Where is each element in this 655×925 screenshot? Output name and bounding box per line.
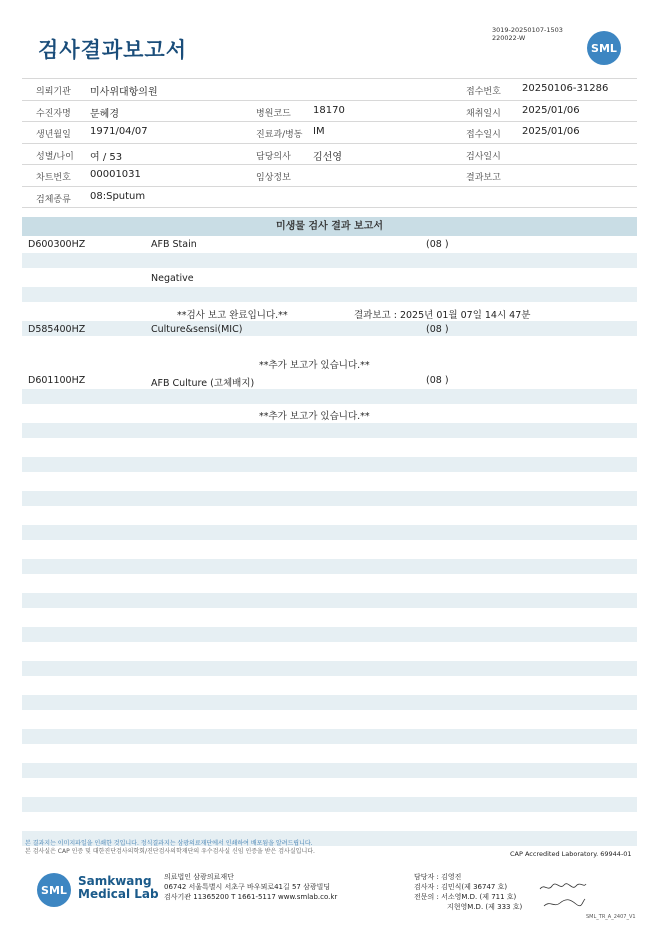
brand-line-2: Medical Lab xyxy=(78,887,159,901)
staff-line: 담당자 : 김영진 xyxy=(414,873,462,881)
info-label: 채취일시 xyxy=(466,108,501,119)
staff-list xyxy=(414,872,522,912)
info-label: 결과보고 xyxy=(466,173,501,183)
info-label: 검사일시 xyxy=(466,151,501,162)
test-result: Negative xyxy=(151,273,194,284)
info-value: 여 / 53 xyxy=(90,151,123,163)
result-stripe xyxy=(22,797,637,812)
result-stripe xyxy=(22,287,637,302)
brand-line-1: Samkwang xyxy=(78,874,152,888)
info-value: 00001031 xyxy=(90,169,141,180)
document-id-line-2: 220022-W xyxy=(492,34,526,42)
logo-text: SML xyxy=(41,884,67,897)
result-stripe xyxy=(22,491,637,506)
signature-icon xyxy=(542,896,587,910)
test-code: D585400HZ xyxy=(28,324,86,335)
info-value: 문혜경 xyxy=(90,108,119,120)
info-label: 임상정보 xyxy=(256,173,291,183)
info-value: 20250106-31286 xyxy=(522,83,609,94)
info-row xyxy=(22,144,637,166)
sml-logo-icon xyxy=(586,30,622,66)
info-label: 검체종류 xyxy=(36,194,71,205)
test-name: AFB Stain xyxy=(151,239,197,250)
address-line: 06742 서울특별시 서초구 바우뫼로41길 57 삼광빌딩 xyxy=(164,883,331,891)
test-name: AFB Culture (고체배지) xyxy=(151,378,255,389)
info-value: 18170 xyxy=(313,104,345,116)
info-label: 병원코드 xyxy=(256,108,291,119)
specimen-code: (08 ) xyxy=(426,375,449,386)
report-complete-note: **검사 보고 완료입니다.** xyxy=(177,310,288,321)
result-stripe xyxy=(22,457,637,472)
result-stripe xyxy=(22,729,637,744)
document-id xyxy=(492,26,563,42)
lab-address xyxy=(164,872,337,902)
result-stripe xyxy=(22,593,637,608)
info-label: 진료과/병동 xyxy=(256,130,303,140)
info-value: 08:Sputum xyxy=(90,190,146,202)
staff-line: 전문의 : 서소영M.D. (제 711 호) xyxy=(414,893,517,901)
footer-note-print: 본 결과지는 이미지파일을 인쇄한 것입니다. 정식결과지는 삼광의료재단에서 인쇄하여 배포됨을 알려드립니다. xyxy=(25,840,313,847)
result-section-header: 미생물 검사 결과 보고서 xyxy=(22,217,637,236)
result-stripe xyxy=(22,695,637,710)
form-code: SML_TR_A_2407_V1 xyxy=(586,914,636,920)
info-label: 생년월일 xyxy=(36,130,71,140)
info-value: 2025/01/06 xyxy=(522,104,580,116)
result-stripe xyxy=(22,423,637,438)
result-stripe xyxy=(22,389,637,404)
info-row xyxy=(22,122,637,144)
additional-report-note: **추가 보고가 있습니다.** xyxy=(259,411,370,422)
document-id-line-1: 3019-20250107-1503 xyxy=(492,26,563,34)
result-stripe xyxy=(22,661,637,676)
info-label: 수진자명 xyxy=(36,108,71,119)
info-row xyxy=(22,165,637,187)
specimen-code: (08 ) xyxy=(426,239,449,250)
info-value: 2025/01/06 xyxy=(522,126,580,137)
sml-logo-icon xyxy=(36,872,72,908)
cap-accreditation: CAP Accredited Laboratory. 69944-01 xyxy=(510,850,632,858)
footer-note-cap: 본 검사실은 CAP 인증 및 대한진단검사의학회/진단검사의학재단의 우수검사실 신임 인증을 받은 검사실입니다. xyxy=(25,848,315,855)
result-stripe xyxy=(22,321,637,336)
address-line: 의료법인 삼광의료재단 xyxy=(164,873,234,881)
specimen-code: (08 ) xyxy=(426,324,449,335)
result-stripe xyxy=(22,763,637,778)
signature-icon xyxy=(538,880,588,894)
result-stripe xyxy=(22,525,637,540)
info-row xyxy=(22,187,637,209)
info-row xyxy=(22,78,637,101)
test-name: Culture&sensi(MIC) xyxy=(151,324,243,335)
info-value: 1971/04/07 xyxy=(90,126,148,137)
test-code: D600300HZ xyxy=(28,239,86,250)
report-time: 결과보고 : 2025년 01월 07일 14시 47분 xyxy=(354,310,531,321)
info-label: 의뢰기관 xyxy=(36,87,71,97)
result-stripe xyxy=(22,627,637,642)
info-value: IM xyxy=(313,126,325,137)
info-value: 김선영 xyxy=(313,151,342,163)
info-value: 미사위대항의원 xyxy=(90,87,158,98)
logo-text: SML xyxy=(591,42,617,55)
additional-report-note: **추가 보고가 있습니다.** xyxy=(259,360,370,371)
report-title: 검사결과보고서 xyxy=(38,38,188,62)
address-line: 검사기관 11365200 T 1661-5117 www.smlab.co.kr xyxy=(164,893,338,901)
info-label: 차트번호 xyxy=(36,173,71,183)
brand-name xyxy=(78,875,159,901)
info-label: 성별/나이 xyxy=(36,151,74,162)
info-label: 담당의사 xyxy=(256,151,291,162)
patient-info-table xyxy=(22,78,637,208)
result-stripe xyxy=(22,253,637,268)
info-row xyxy=(22,101,637,123)
staff-line: 검사자 : 김민식(제 36747 호) xyxy=(414,883,508,891)
test-code: D601100HZ xyxy=(28,375,86,386)
info-label: 접수일시 xyxy=(466,130,501,140)
staff-line: 지현영M.D. (제 333 호) xyxy=(447,903,523,911)
info-label: 접수번호 xyxy=(466,87,501,97)
result-stripe xyxy=(22,559,637,574)
